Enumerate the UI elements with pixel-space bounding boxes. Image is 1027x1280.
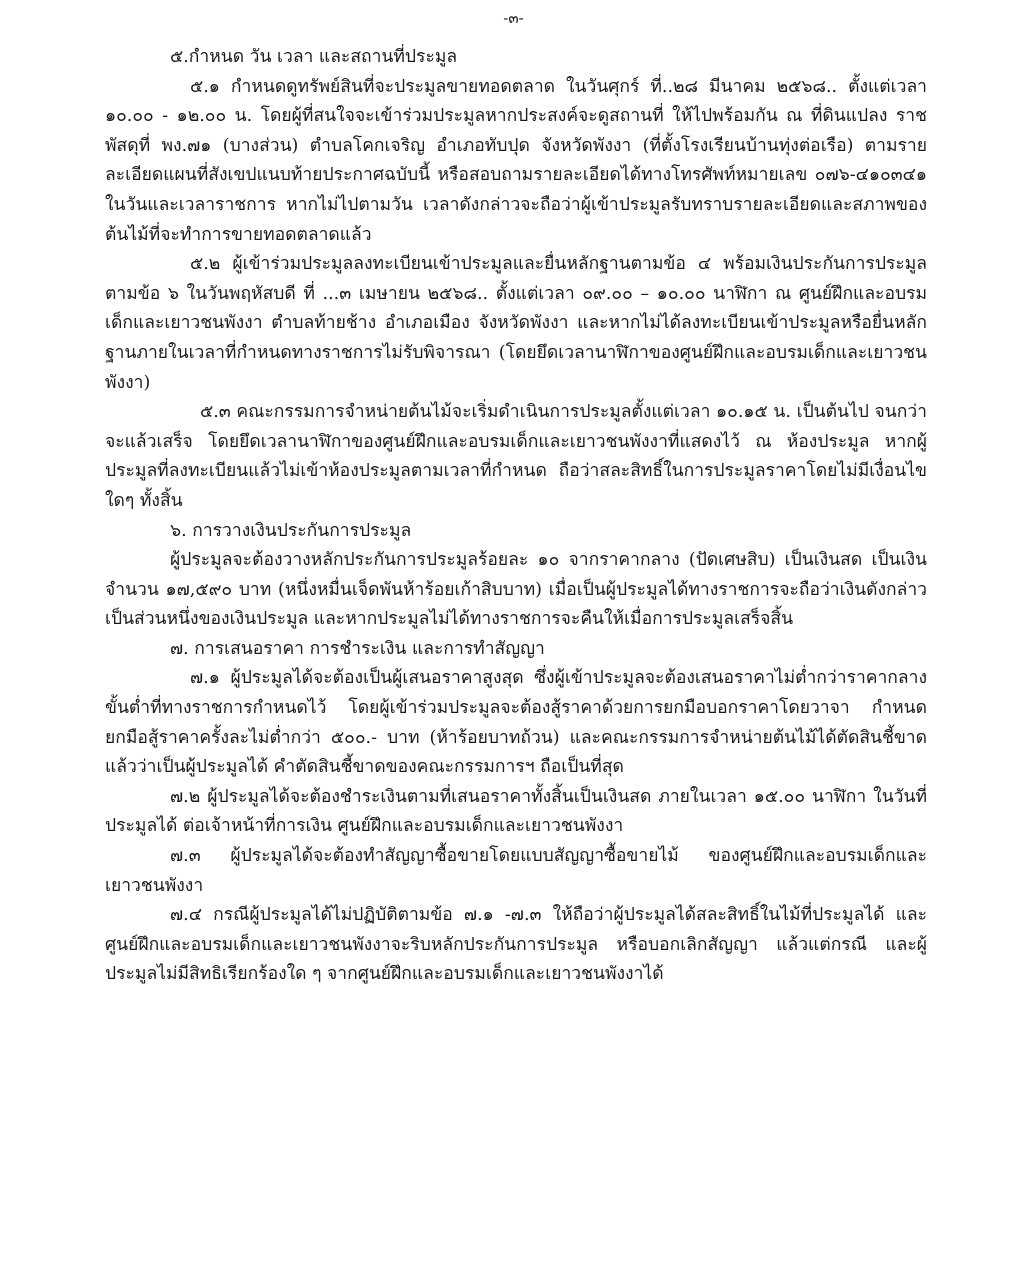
clause-6-body: ผู้ประมูลจะต้องวางหลักประกันการประมูลร้อยละ ๑๐ จากราคากลาง (ปัดเศษสิบ) เป็นเงินสด เป็นเงินจำนวน ๑๗,๕๙๐ บาท (หนึ่งหมื่นเจ็ดพันห้าร้อยเก้าสิบบาท) เมื่อเป็นผู้ประมูลได้ทางราชการจะถือว่าเงินดังกล่าวเป็นส่วนหนึ่งของเงินประมูล และหากประมูลไม่ได้ทางราชการจะคืนให้เมื่อการประมูลเสร็จสิ้น	[105, 550, 927, 630]
section-7-heading: ๗. การเสนอราคา การชำระเงิน และการทำสัญญา	[170, 638, 545, 659]
clause-7-4: ๗.๔ กรณีผู้ประมูลได้ไม่ปฏิบัติตามข้อ ๗.๑ -๗.๓ ให้ถือว่าผู้ประมูลได้สละสิทธิ์ในไม้ที่ประมูลได้ และศูนย์ฝึกและอบรมเด็กและเยาวชนพังงาจะริบหลักประกันการประมูล หรือบอกเลิกสัญญา แล้วแต่กรณี และผู้ประมูลไม่มีสิทธิเรียกร้องใด ๆ จากศูนย์ฝึกและอบรมเด็กและเยาวชนพังงาได้	[105, 905, 927, 985]
section-6-heading: ๖. การวางเงินประกันการประมูล	[170, 520, 412, 541]
clause-5-3: ๕.๓ คณะกรรมการจำหน่ายต้นไม้จะเริ่มดำเนินการประมูลตั้งแต่เวลา ๑๐.๑๕ น. เป็นต้นไป จนกว่าจะแล้วเสร็จ โดยยึดเวลานาฬิกาของศูนย์ฝึกและอบรมเด็กและเยาวชนพังงาที่แสดงไว้ ณ ห้องประมูล หากผู้ประมูลที่ลงทะเบียนแล้วไม่เข้าห้องประมูลตามเวลาที่กำหนด ถือว่าสละสิทธิ์ในการประมูลราคาโดยไม่มีเงื่อนไขใดๆ ทั้งสิ้น	[105, 402, 927, 511]
clause-7-3: ๗.๓ ผู้ประมูลได้จะต้องทำสัญญาซื้อขายโดยแบบสัญญาซื้อขายไม้ ของศูนย์ฝึกและอบรมเด็กและเยาวชนพังงา	[105, 846, 927, 896]
section-5-heading: ๕.กำหนด วัน เวลา และสถานที่ประมูล	[170, 47, 458, 67]
page-number: -๓-	[503, 9, 524, 27]
document-body	[105, 43, 927, 990]
clause-7-2: ๗.๒ ผู้ประมูลได้จะต้องชำระเงินตามที่เสนอราคาทั้งสิ้นเป็นเงินสด ภายในเวลา ๑๕.๐๐ นาฬิกา ในวันที่ประมูลได้ ต่อเจ้าหน้าที่การเงิน ศูนย์ฝึกและอบรมเด็กและเยาวชนพังงา	[105, 786, 927, 837]
clause-7-1: ๗.๑ ผู้ประมูลได้จะต้องเป็นผู้เสนอราคาสูงสุด ซึ่งผู้เข้าประมูลจะต้องเสนอราคาไม่ต่ำกว่าราคากลางขั้นต่ำที่ทางราชการกำหนดไว้ โดยผู้เข้าร่วมประมูลจะต้องสู้ราคาด้วยการยกมือบอกราคาโดยวาจา กำหนดยกมือสู้ราคาครั้งละไม่ต่ำกว่า ๕๐๐.- บาท (ห้าร้อยบาทถ้วน) และคณะกรรมการจำหน่ายต้นไม้ได้ตัดสินชี้ขาดแล้วว่าเป็นผู้ประมูลได้ คำตัดสินชี้ขาดของคณะกรรมการฯ ถือเป็นที่สุด	[105, 668, 927, 778]
clause-5-2: ๕.๒ ผู้เข้าร่วมประมูลลงทะเบียนเข้าประมูลและยื่นหลักฐานตามข้อ ๔ พร้อมเงินประกันการประมูลตามข้อ ๖ ในวันพฤหัสบดี ที่ ...๓ เมษายน ๒๕๖๘.. ตั้งแต่เวลา ๐๙.๐๐ – ๑๐.๐๐ นาฬิกา ณ ศูนย์ฝึกและอบรมเด็กและเยาวชนพังงา ตำบลท้ายช้าง อำเภอเมือง จังหวัดพังงา และหากไม่ได้ลงทะเบียนเข้าประมูลหรือยื่นหลักฐานภายในเวลาที่กำหนดทางราชการไม่รับพิจารณา (โดยยึดเวลานาฬิกาของศูนย์ฝึกและอบรมเด็กและเยาวชนพังงา)	[105, 254, 927, 393]
clause-5-1: ๕.๑ กำหนดดูทรัพย์สินที่จะประมูลขายทอดตลาด ในวันศุกร์ ที่..๒๘ มีนาคม ๒๕๖๘.. ตั้งแต่เวลา ๑๐.๐๐ - ๑๒.๐๐ น. โดยผู้ที่สนใจจะเข้าร่วมประมูลหากประสงค์จะดูสถานที่ ให้ไปพร้อมกัน ณ ที่ดินแปลง ราชพัสดุที่ พง.๗๑ (บางส่วน) ตำบลโคกเจริญ อำเภอทับปุด จังหวัดพังงา (ที่ตั้งโรงเรียนบ้านทุ่งต่อเรือ) ตามรายละเอียดแผนที่สังเขปแนบท้ายประกาศฉบับนี้ หรือสอบถามรายละเอียดได้ทางโทรศัพท์หมายเลข ๐๗๖-๔๑๐๓๔๑ ในวันและเวลาราชการ หากไม่ไปตามวัน เวลาดังกล่าวจะถือว่าผู้เข้าประมูลรับทราบรายละเอียดและสภาพของต้นไม้ที่จะทำการขายทอดตลาดแล้ว	[105, 76, 927, 245]
